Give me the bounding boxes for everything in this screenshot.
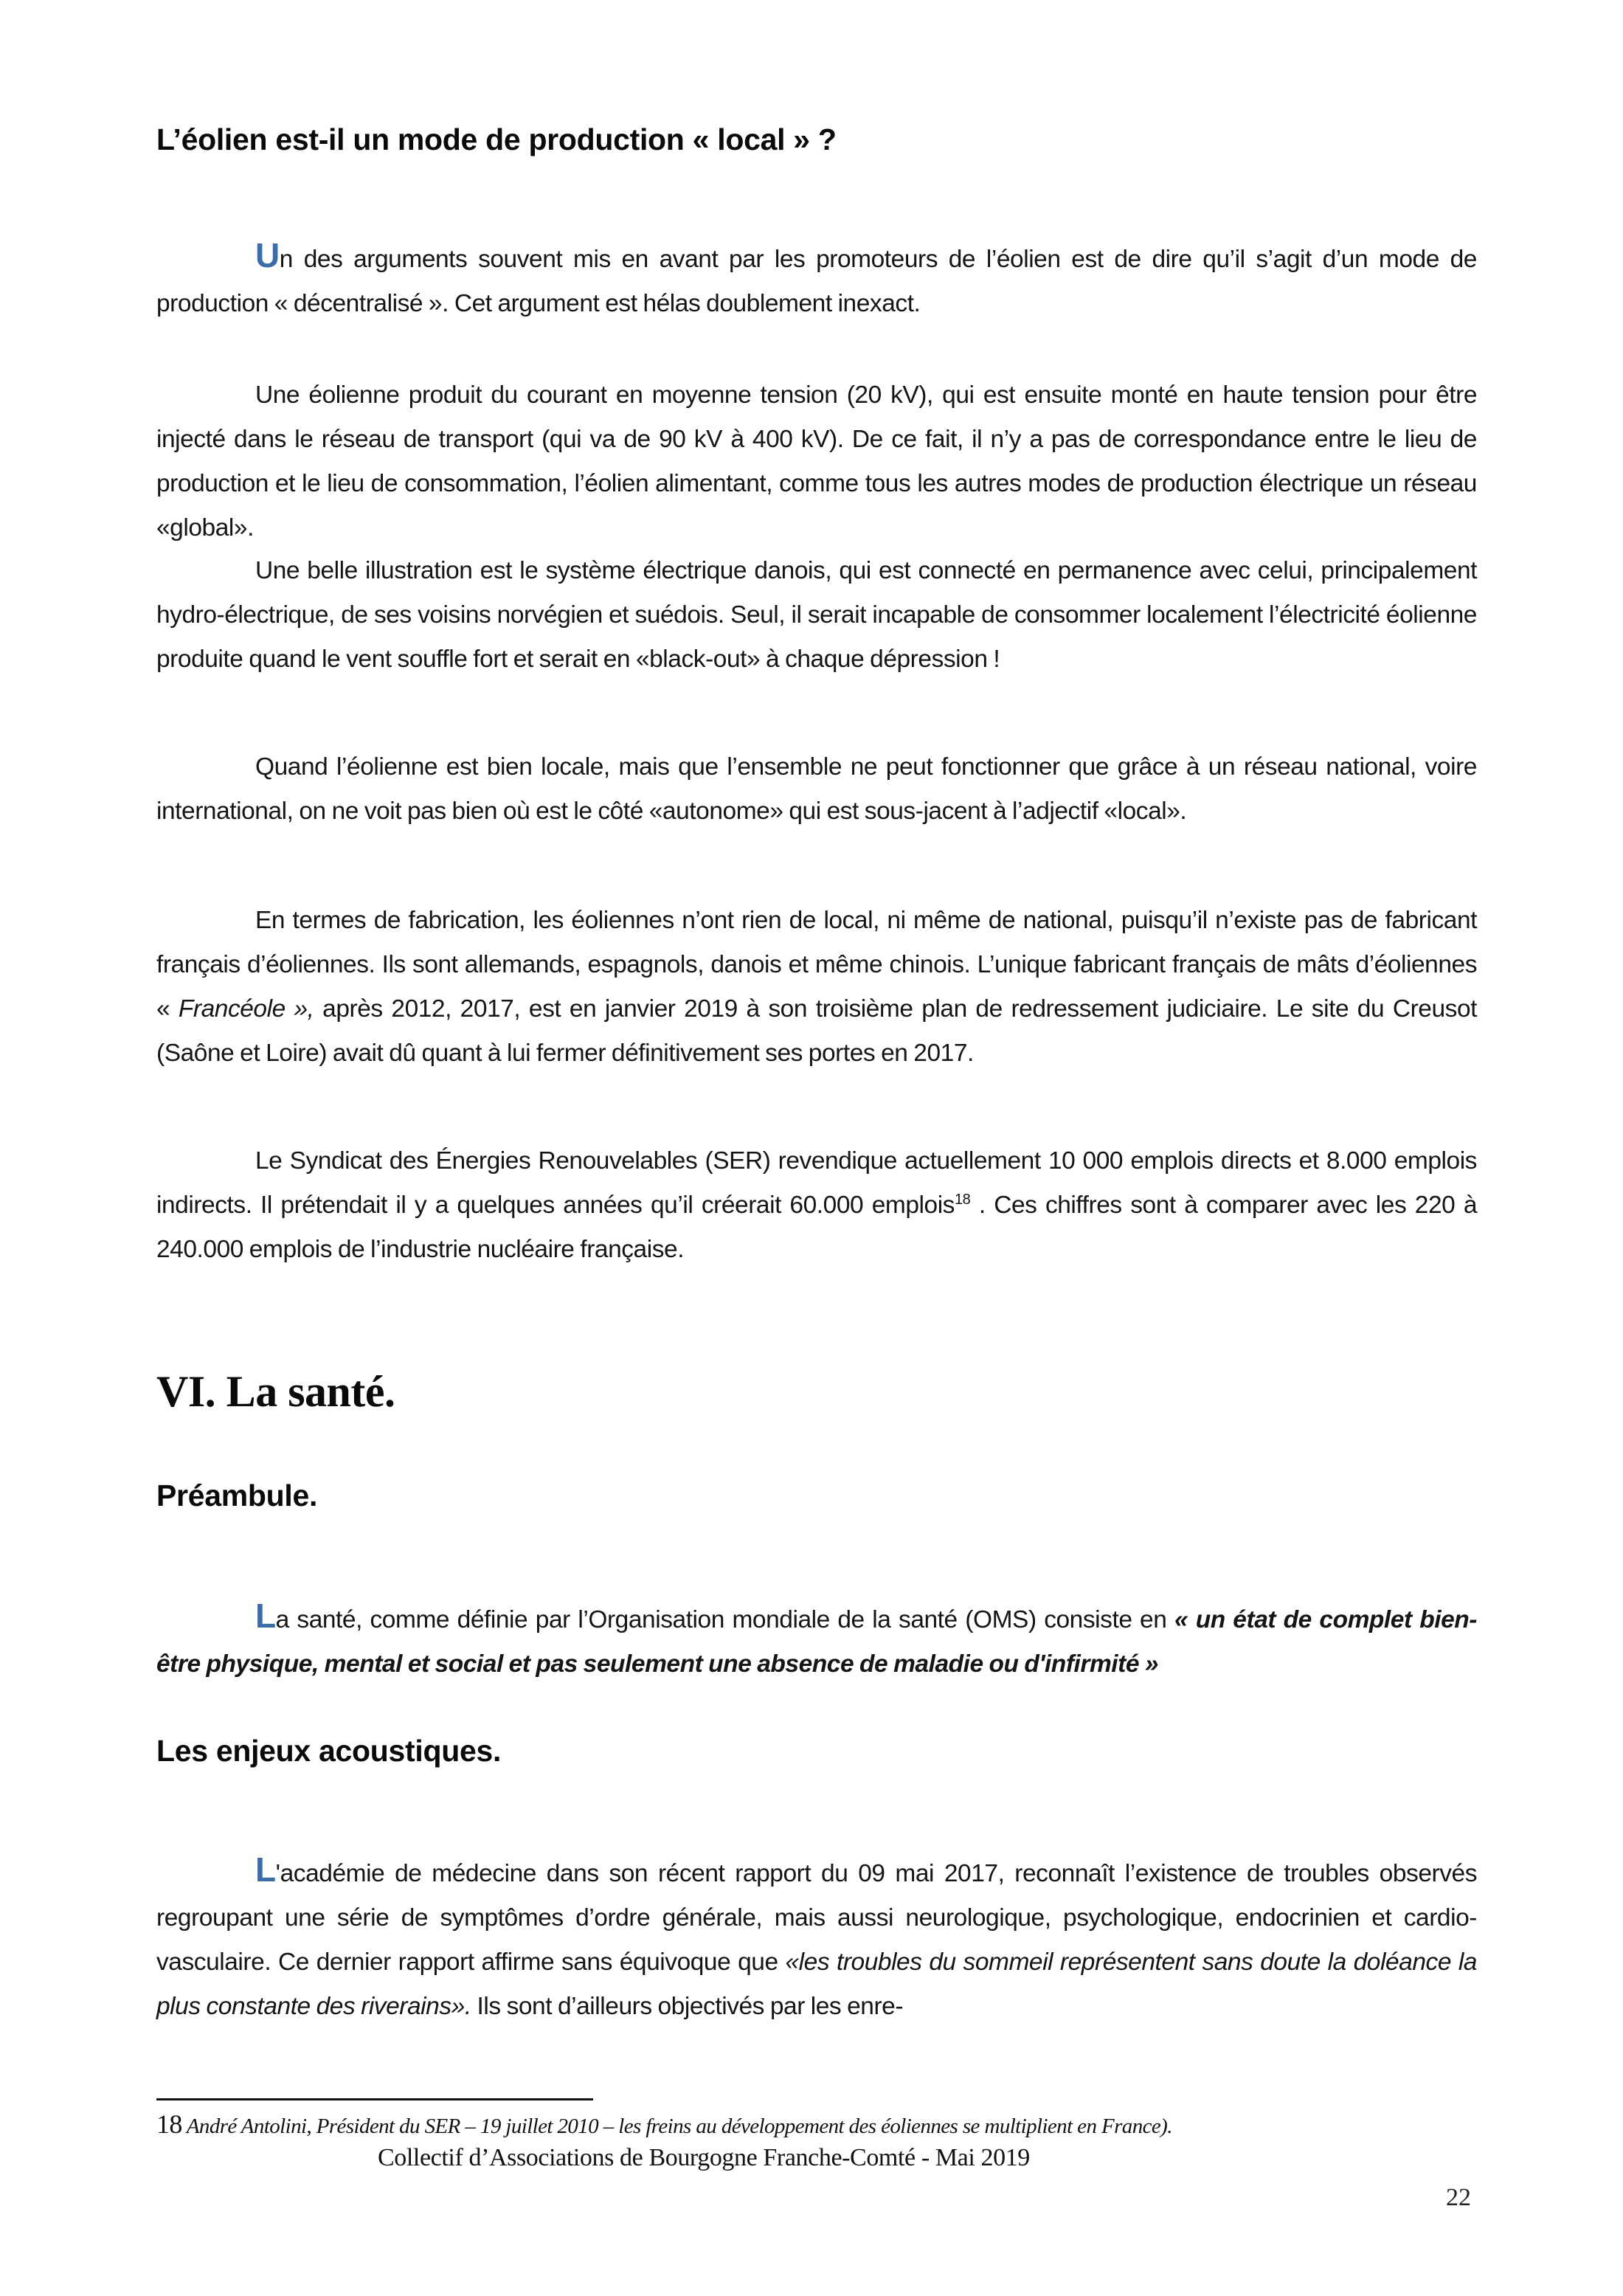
paragraph-local-1 <box>156 238 1477 326</box>
paragraph-text: après 2012, 2017, est en janvier 2019 à son troisième plan de redressement judiciaire. Le site du Creusot (Saône et Loire) avait dû quant à lui fermer définitivement ses portes en 2017. <box>156 995 1477 1067</box>
paragraph-local-2: Une éolienne produit du courant en moyenne tension (20 kV), qui est ensuite monté en haute tension pour être injecté dans le réseau de transport (qui va de 90 kV à 400 kV). De ce fait, il n’y a pas de correspondance entre le lieu de production et le lieu de consommation, l’éolien alimentant, comme tous les autres modes de production électrique un réseau «global». <box>156 381 1477 542</box>
section-heading-preambule: Préambule. <box>156 1479 318 1512</box>
section-heading-acoustique: Les enjeux acoustiques. <box>156 1734 502 1768</box>
dropcap: U <box>255 236 280 274</box>
oms-quote: « un état de complet bien-être physique, mental et social et pas seulement une absence de maladie ou d'infirmité » <box>156 1606 1477 1678</box>
paragraph-local-3: Une belle illustration est le système électrique danois, qui est connecté en permanence avec celui, principalement hydro-électrique, de ses voisins norvégien et suédois. Seul, il serait incapable de consommer localement l’électricité éolienne produite quand le vent souffle fort et serait en «black-out» à chaque dépression ! <box>156 557 1477 673</box>
paragraph-text: n des arguments souvent mis en avant par les promoteurs de l’éolien est de dire qu’il s’agit d’un mode de production « décentralisé ». Cet argument est hélas doublement inexact. <box>156 246 1477 317</box>
footnote-number: 18 <box>156 2109 182 2139</box>
paragraph-local-4: Quand l’éolienne est bien locale, mais que l’ensemble ne peut fonctionner que grâce à un réseau national, voire international, on ne voit pas bien où est le côté «autonome» qui est sous-jacent à l’adjectif «local». <box>156 753 1477 825</box>
paragraph-local-5 <box>156 899 1477 1076</box>
paragraph-text: En termes de fabrication, les éoliennes n’ont rien de local, ni même de national, puisqu’il n’existe pas de fabricant français d’éoliennes. Ils sont allemands, espagnols, danois et même chinois. L’unique fabricant français de mâts d’éoliennes « <box>156 907 1477 1023</box>
paragraph-sante-1 <box>156 1598 1477 1687</box>
paragraph-text: . Ces chiffres sont à comparer avec les 220 à 240.000 emplois de l’industrie nucléaire française. <box>156 1192 1478 1263</box>
footnote-18 <box>156 2109 1484 2140</box>
paragraph-text: 'académie de médecine dans son récent rapport du 09 mai 2017, reconnaît l’existence de troubles observés regroupant une série de symptômes d’ordre générale, mais aussi neurologique, psychologique, endocrinien et cardio-vasculaire. Ce dernier rapport affirme sans équivoque que <box>156 1860 1477 1976</box>
paragraph-text: Ils sont d’ailleurs objectivés par les enre- <box>471 1993 904 2020</box>
section-heading-local: L’éolien est-il un mode de production « local » ? <box>156 122 837 156</box>
page-number: 22 <box>1446 2184 1471 2211</box>
paragraph-local-6 <box>156 1139 1477 1272</box>
chapter-heading-sante: VI. La santé. <box>156 1367 395 1416</box>
page-footer: Collectif d’Associations de Bourgogne Franche-Comté - Mai 2019 <box>378 2144 1030 2171</box>
paragraph-text: Le Syndicat des Énergies Renouvelables (SER) revendique actuellement 10 000 emplois directs et 8.000 emplois indirects. Il prétendait il y a quelques années qu’il créerait 60.000 emplois <box>156 1147 1477 1219</box>
academy-quote: «les troubles du sommeil représentent sans doute la doléance la plus constante des riverains». <box>156 1949 1477 2020</box>
dropcap: L <box>255 1850 276 1889</box>
company-name: Francéole », <box>178 995 314 1023</box>
paragraph-sante-2 <box>156 1852 1477 2029</box>
footnote-text: André Antolini, Président du SER – 19 juillet 2010 – les freins au développement des éoliennes se multiplient en France). <box>186 2115 1172 2138</box>
footnote-divider <box>156 2098 593 2100</box>
footnote-reference[interactable]: 18 <box>955 1191 971 1208</box>
paragraph-text: a santé, comme définie par l’Organisation mondiale de la santé (OMS) consiste en <box>275 1606 1174 1633</box>
dropcap: L <box>255 1597 276 1635</box>
